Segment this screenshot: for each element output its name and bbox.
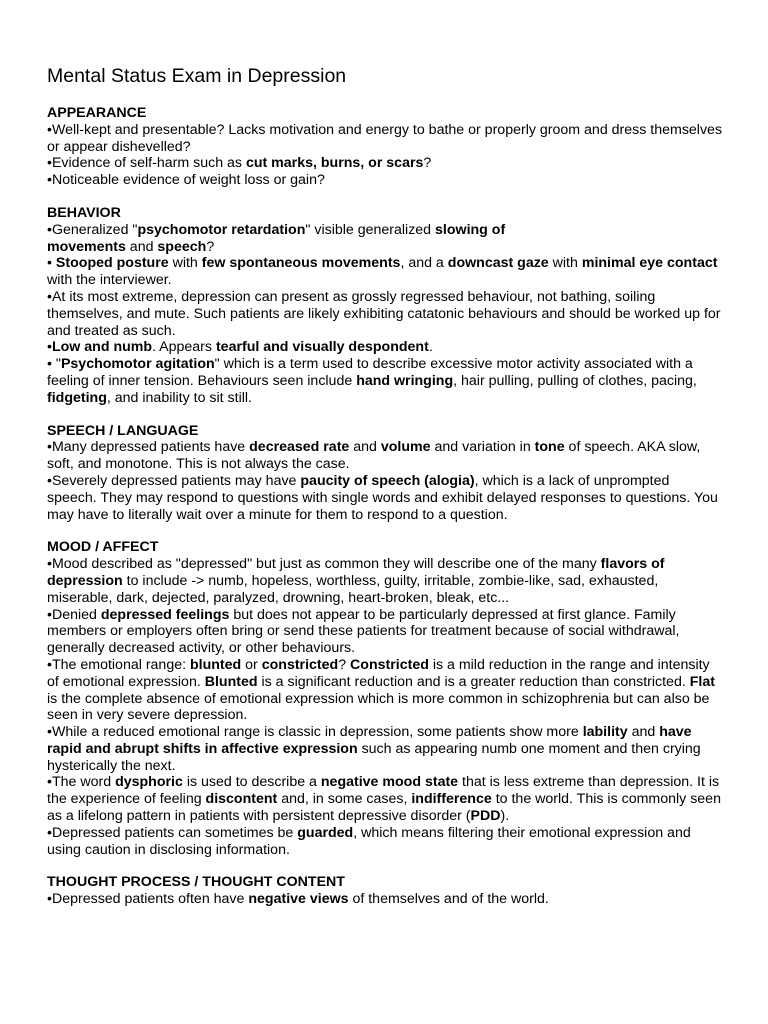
bold-term: negative mood state [320, 774, 459, 791]
bold-term: discontent [205, 791, 278, 808]
bold-term: decreased rate [249, 439, 350, 456]
bullet-paragraph: •Depressed patients often have negative views of themselves and of the world. [47, 891, 549, 908]
bold-term: dysphoric [115, 774, 183, 791]
bold-term: paucity of speech (alogia) [300, 472, 475, 489]
sections-container [47, 105, 723, 908]
bold-term: slowing of [435, 221, 506, 238]
bold-term: constricted [261, 656, 339, 673]
bold-term: Low and numb [51, 339, 153, 356]
bold-term: indifference [411, 791, 492, 808]
bold-term: movements [47, 238, 126, 255]
section-speech-language [47, 423, 723, 524]
bullet-paragraph: •Mood described as "depressed" but just as common they will describe one of the many flavors of depression to include -> numb, hopeless, worthless, guilty, irritable, zombie-like, sad, exhausted, miserable, dark, dejected, paralyzed, drowning, heart-broken, bleak, etc... [47, 556, 665, 606]
bullet-paragraph: •Generalized "psychomotor retardation" visible generalized slowing of movements and speech? [47, 221, 506, 255]
bullet-paragraph: •Denied depressed feelings but does not appear to be particularly depressed at first glance. Family members or employers often bring or send these patients for treatment because of social withdrawal, generally decreased activity, or other behaviours. [47, 606, 680, 657]
bullet-paragraph: •At its most extreme, depression can present as grossly regressed behaviour, not bathing, soiling themselves, and mute. Such patients are likely exhibiting catatonic behaviours and should be worked up for and treated as such. [47, 288, 721, 339]
bullet-paragraph: •The word dysphoric is used to describe a negative mood state that is less extreme than depression. It is the experience of feeling discontent and, in some cases, indifference to the world. This is commonly seen as a lifelong pattern in patients with persistent depressive disorder (PDD). [47, 774, 721, 825]
bold-term: volume [380, 439, 431, 456]
section-behavior [47, 205, 723, 407]
bold-term: lability [582, 724, 628, 741]
bullet-paragraph: •Evidence of self-harm such as cut marks, burns, or scars? [47, 155, 432, 172]
bold-term: speech [157, 238, 207, 255]
bold-term: tone [534, 439, 565, 456]
section-heading: BEHAVIOR [47, 204, 121, 221]
bold-term: tearful and visually despondent [215, 339, 429, 356]
section-heading: MOOD / AFFECT [47, 539, 159, 556]
section-appearance [47, 105, 723, 189]
section-heading: APPEARANCE [47, 105, 147, 121]
bullet-paragraph: • "Psychomotor agitation" which is a term used to describe excessive motor activity associated with a feeling of inner tension. Behaviours seen include hand wringing, hair pulling, pulling of clothes, pacing, fidgeting, and inability to sit still. [47, 356, 697, 406]
bold-term: fidgeting [47, 389, 107, 406]
bullet-paragraph: •Noticeable evidence of weight loss or gain? [47, 172, 325, 189]
bold-term: Constricted [350, 656, 429, 673]
section-thought-process-thought-content [47, 874, 723, 908]
document-page [47, 64, 723, 924]
bullet-paragraph: • Stooped posture with few spontaneous movements, and a downcast gaze with minimal eye contact with the interviewer. [47, 255, 718, 289]
bold-term: minimal eye contact [581, 255, 718, 272]
bold-term: depressed feelings [100, 606, 230, 623]
bullet-paragraph: •The emotional range: blunted or constricted? Constricted is a mild reduction in the range and intensity of emotional expression. Blunted is a significant reduction and is a greater reduction than constricted. Flat is the complete absence of emotional expression which is more common in schizophrenia but can also be seen in very severe depression. [47, 656, 715, 724]
bold-term: downcast gaze [447, 255, 549, 272]
bold-term: hand wringing [356, 372, 454, 389]
bold-term: negative views [248, 891, 349, 908]
bold-term: Stooped posture [55, 255, 169, 272]
bold-term: PDD [470, 808, 501, 825]
bold-term: Psychomotor agitation [60, 356, 215, 373]
section-heading: THOUGHT PROCESS / THOUGHT CONTENT [47, 874, 345, 891]
bold-term: few spontaneous movements [201, 255, 401, 272]
bold-term: cut marks, burns, or scars [245, 155, 424, 172]
bold-term: Blunted [204, 673, 258, 690]
bold-term: blunted [189, 656, 242, 673]
bullet-paragraph: •Well-kept and presentable? Lacks motivation and energy to bathe or properly groom and dress themselves or appear dishevelled? [47, 121, 723, 155]
section-heading: SPEECH / LANGUAGE [47, 422, 199, 439]
bullet-paragraph: •Many depressed patients have decreased rate and volume and variation in tone of speech. AKA slow, soft, and monotone. This is not always the case. [47, 439, 701, 473]
bold-term: have rapid and abrupt shifts in affective expression [47, 724, 692, 757]
bullet-paragraph: •Low and numb. Appears tearful and visually despondent. [47, 339, 433, 356]
bold-term: Flat [689, 673, 715, 690]
section-mood-affect [47, 539, 723, 858]
bold-term: psychomotor retardation [137, 221, 306, 238]
bold-term: guarded [297, 824, 354, 841]
bullet-paragraph: •Severely depressed patients may have paucity of speech (alogia), which is a lack of unprompted speech. They may respond to questions with single words and exhibit delayed responses to questions. You may have to literally wait over a minute for them to respond to a question. [47, 472, 718, 523]
bullet-paragraph: •While a reduced emotional range is classic in depression, some patients show more lability and have rapid and abrupt shifts in affective expression such as appearing numb one moment and then crying hysterically the next. [47, 724, 701, 774]
page-title: Mental Status Exam in Depression [47, 65, 347, 87]
bold-term: flavors of depression [47, 556, 665, 589]
bullet-paragraph: •Depressed patients can sometimes be guarded, which means filtering their emotional expression and using caution in disclosing information. [47, 824, 691, 858]
